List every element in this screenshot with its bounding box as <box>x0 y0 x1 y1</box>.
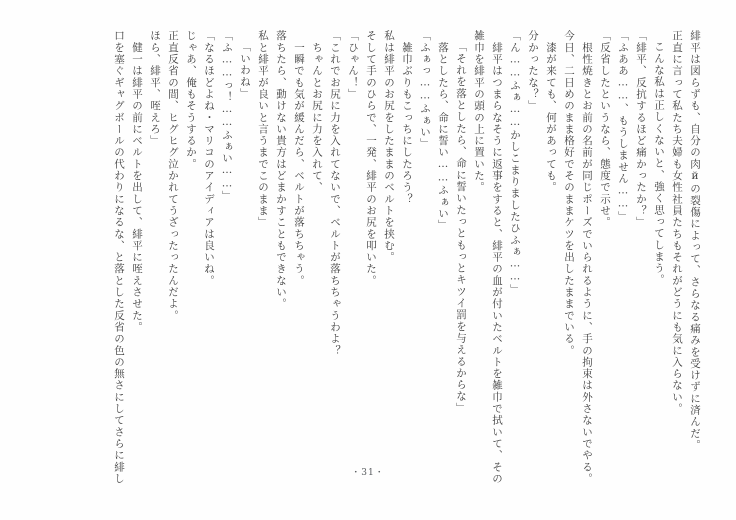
text-line: 「ふああ……、もうしません……」 <box>617 30 629 223</box>
text-line: ちゃんとお尻に力を入れて、 <box>311 30 323 194</box>
text-line: 雑巾を緋平の頭の上に置いた。 <box>473 30 485 194</box>
text-line: 緋平は図らずも、自分の肉йの裂傷によって、さらなる痛みを受けずに済んだ。 <box>689 30 701 451</box>
text-line: 緋平はつまらなそうに返事をすると、緋平の血が付いたベルトを雑巾で拭いて、その <box>491 30 503 485</box>
text-line: 「いわね」 <box>239 41 251 100</box>
text-line: 口を塞ぐギャグボールの代わりになるな、と落とした反省の色の無さにしてさらに緋し <box>113 30 125 485</box>
text-line: 今日、二日めのまま格好でそのままケツを出したままでいる。 <box>563 30 575 357</box>
text-line: 「これでお尻に力を入れてないで、ベルトが落ちちゃうわよ？ <box>329 30 341 357</box>
text-line: こんな私は正しくないと、強く思ってしまう。 <box>653 41 665 286</box>
text-line: 落としたら、命に誓い……ふぁい」 <box>437 30 449 232</box>
text-line: 落ちたら、動けない貴方はどまかすこともできない。 <box>275 30 287 310</box>
text-line: 根性焼きとお前の名前が同じポーズでいられるように、手の拘束は外さないでやる。 <box>581 30 593 485</box>
text-line: 雑巾ぶりもこっちにしたろう？ <box>401 30 413 205</box>
text-line: 「ふぁっ……ふぁい」 <box>419 30 431 150</box>
text-line: 漆が来ても、何があっても。 <box>545 30 557 194</box>
text-line: 「ん……ふぁ……かしこまりましたひふぁ……」 <box>509 30 521 296</box>
text-line: 「ひゃん！」 <box>347 30 359 100</box>
text-line: 一瞬でも気が緩んだら、ベルトが落ちちゃう。 <box>293 30 305 287</box>
text-line: 分かったな？」 <box>527 30 539 112</box>
text-line: 私と緋平が良いと言うまでこのまま」 <box>257 30 269 229</box>
text-line: 「反省したというなら、態度で示せ。 <box>599 30 611 229</box>
text-line: 正直に言って私たち夫婦も女性社員たちもそれがどうにも気に入らない。 <box>671 30 683 415</box>
text-line: そして手のひらで、一発、緋平のお尻を叩いた。 <box>365 30 377 287</box>
text-line: 私は緋平のお尻をしたままのベルトを挟む。 <box>383 30 395 263</box>
text-line: 「ふ……っ！……ふぁい……」 <box>221 30 233 203</box>
page-number: ・31・ <box>351 468 385 478</box>
text-line: 「なるほどよね・マリコのアイディアは良いね。 <box>203 30 215 287</box>
text-line: 「緋平、反抗するほど痛かったか？」 <box>635 30 647 229</box>
text-line: 健一は緋平の前にベルトを出して、緋平に咥えさせた。 <box>131 30 143 333</box>
text-line: 正直反省の間、ヒグヒグ泣かれてうざったったんだよ。 <box>167 30 179 322</box>
text-line: じゃあ、俺もそうするか。 <box>185 30 197 170</box>
text-line: 「それを落としたら、命に誓いたっともっとキツイ罰を与えるからな」 <box>455 41 467 414</box>
text-line: ほら、緋平、咥えろ」 <box>149 30 161 147</box>
